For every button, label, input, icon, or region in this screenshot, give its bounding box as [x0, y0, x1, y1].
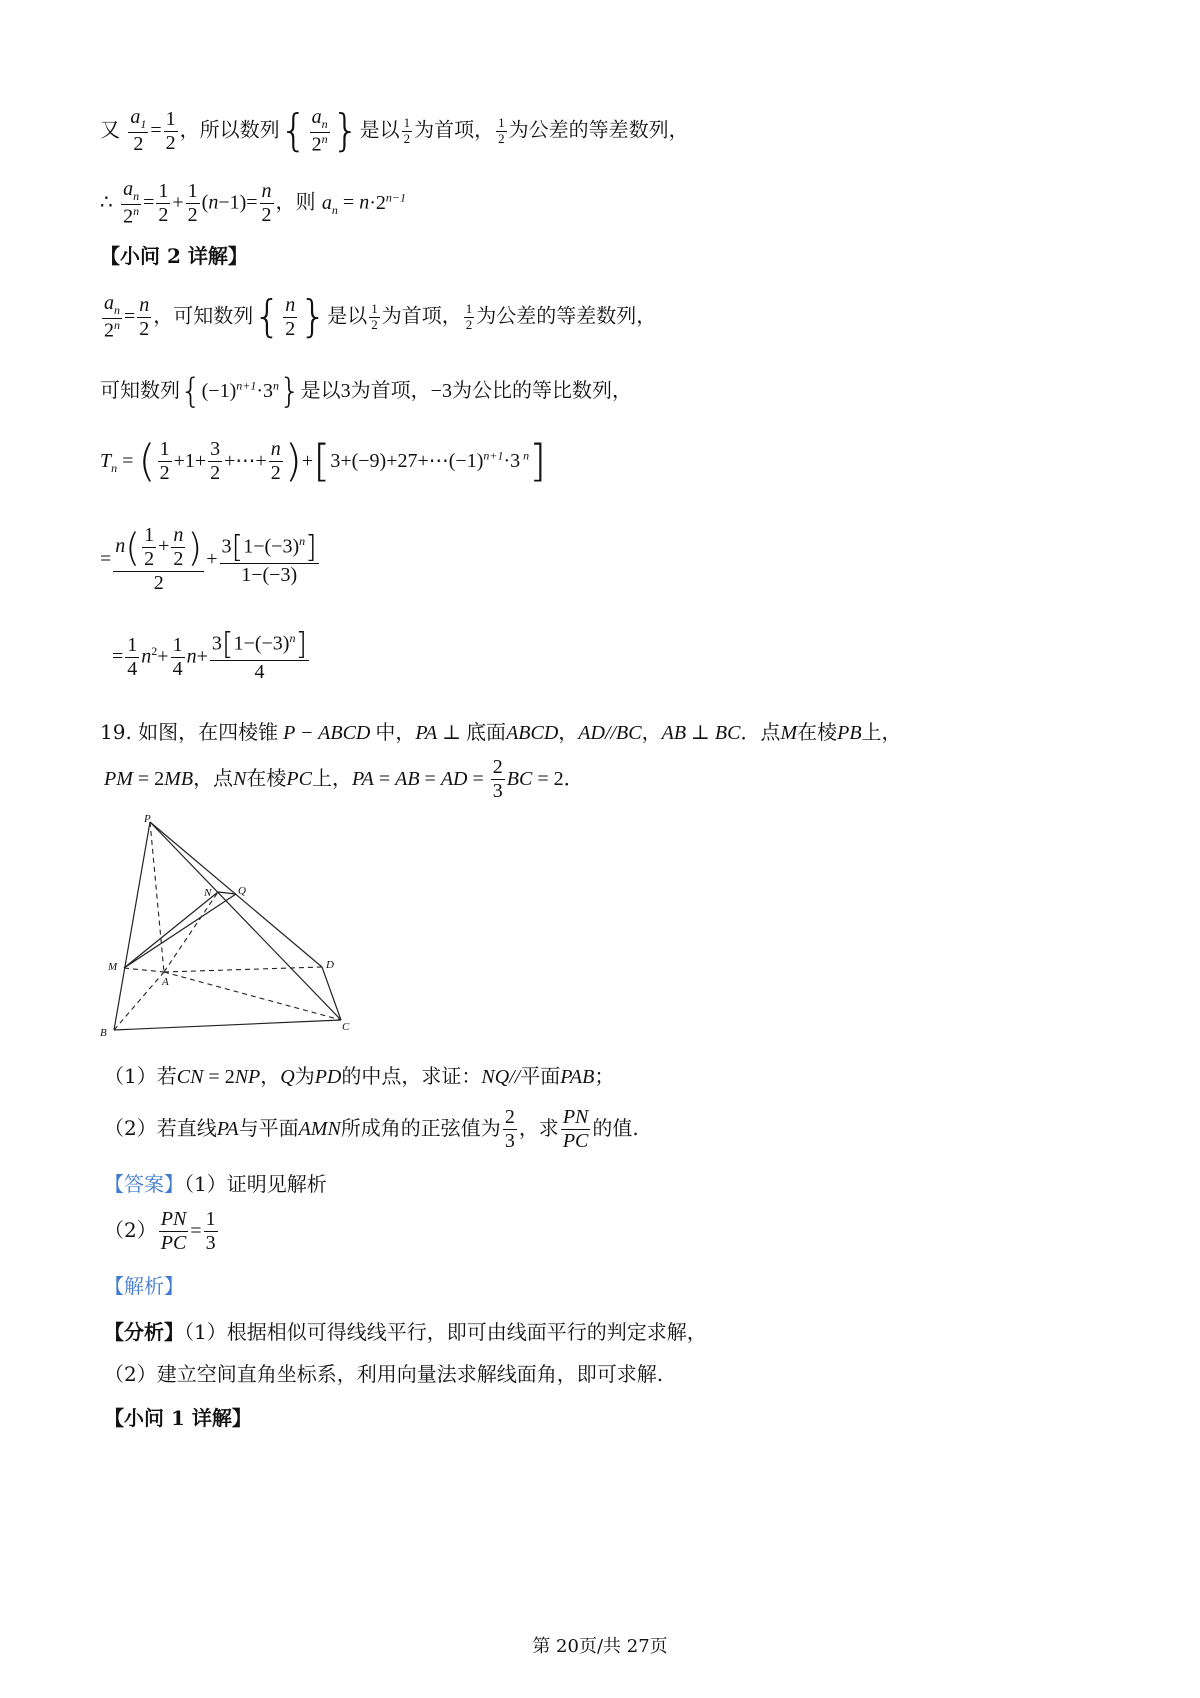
line-3: $\frac{a_n}{2^n}$ = $\frac{n}{2}$ ，可知数列{ $\frac{n}{2}$ }是以 $\frac{1}{2}$ 为首项， $\frac{1}{2}$ 为公差的等差数列，	[104, 291, 657, 343]
text: （1）证明见解析	[184, 1172, 327, 1196]
question-number: 19. 如图，在四棱锥	[100, 720, 279, 744]
text: ，点	[193, 766, 234, 790]
text: 为首项，	[350, 378, 431, 402]
frac: $\frac{2}{3}$	[504, 1106, 515, 1152]
edge-PB	[114, 822, 150, 1030]
text: 的中点，求证：	[341, 1064, 482, 1088]
pyramid-diagram	[96, 810, 376, 1050]
question-19-line2: PM = 2MB，点N在棱PC上，PA = AB = AD = $\frac{2}{3}$ BC = 2．	[104, 756, 584, 802]
frac-an-2n: $\frac{a_n}{2^n}$	[311, 106, 328, 156]
text: ，则	[275, 189, 316, 214]
text: ．	[563, 766, 584, 790]
text: 底面	[466, 720, 507, 744]
edge-BC	[114, 1020, 341, 1030]
label-A: A	[162, 976, 169, 988]
edge-AC	[164, 972, 341, 1020]
edge-PC	[150, 822, 341, 1020]
text: 与平面	[238, 1116, 299, 1140]
label-B: B	[100, 1027, 107, 1039]
text: 上，	[311, 766, 352, 790]
label-N: N	[204, 887, 212, 899]
edge-DC	[322, 967, 341, 1020]
text: ，	[641, 720, 662, 744]
line-Tn: $T_n$ = ( $\frac{1}{2}$ +1+ $\frac{3}{2}$ +⋯+ $\frac{n}{2}$ )$+[3+(-9)+27+\cdots(-1)^{n+1}\cdot 3$ $^n$]	[100, 435, 547, 487]
frac-small: $\frac{1}{2}$	[498, 114, 505, 146]
frac-small: $\frac{1}{2}$	[465, 300, 473, 332]
frac: $\frac{3[1-(-3)^n]}{1-(-3)}$	[221, 529, 317, 586]
text: ，	[558, 720, 579, 744]
edge-AD	[164, 967, 322, 972]
edge-AB	[114, 972, 164, 1030]
edge-MN	[124, 892, 218, 968]
line-4: 可知数列$\{(-1)^{n+1}\cdot 3^n\}$是以3为首项，−3为公比的等比数列，	[100, 371, 632, 412]
text: 的值.	[592, 1116, 639, 1140]
text: （1）若	[104, 1064, 177, 1088]
text: ，所以数列	[179, 117, 280, 142]
edge-MQ	[124, 894, 236, 968]
text: 又	[100, 117, 120, 142]
number: −3	[430, 380, 452, 402]
text: ；	[594, 1064, 615, 1088]
heading-sub1: 【小问 1 详解】	[104, 1406, 252, 1430]
label-M: M	[108, 961, 118, 973]
line-sum1: = n( $\frac{1}{2}$ + $\frac{n}{2}$ ) 2 + $\frac{3[1-(-3)^n]}{1-(-3)}$	[100, 524, 317, 594]
frac: $\frac{n}{2}$	[285, 293, 296, 340]
text: 可知数列	[100, 378, 180, 402]
frac: $\frac{1}{4}$	[127, 633, 138, 680]
label-D: D	[326, 959, 334, 971]
edge-AN	[164, 892, 218, 972]
frac: $\frac{3[1-(-3)^n]}{4}$	[211, 627, 308, 683]
text: 为公差的等差数列，	[508, 117, 689, 142]
text: 中，	[375, 720, 416, 744]
frac: $\frac{PN}{PC}$	[562, 1106, 589, 1152]
question-19-line1: 19. 如图，在四棱锥 P − ABCD 中，PA ⊥ 底面ABCD，AD//BC，AB ⊥ BC．点M在棱PB上，	[100, 720, 902, 744]
line-2: ∴ $\frac{a_n}{2^n}$ = $\frac{1}{2}$ + $\frac{1}{2}$ (n−1)= $\frac{n}{2}$ ，则 $a_n = n\cdot 2^{n-1}$	[100, 178, 406, 228]
text: 在棱	[246, 766, 287, 790]
frac: $\frac{1}{3}$	[205, 1208, 216, 1254]
text: 在棱	[797, 720, 838, 744]
frac: $\frac{n}{2}$	[261, 179, 272, 226]
frac: $\frac{1}{4}$	[172, 633, 183, 680]
number: 3	[340, 380, 351, 402]
frac: $\frac{PN}{PC}$	[160, 1208, 187, 1254]
page-footer: 第 20页/共 27页	[532, 1636, 668, 1657]
text: 是以	[327, 303, 368, 328]
text: 为	[294, 1064, 315, 1088]
frac-small: $\frac{1}{2}$	[403, 114, 411, 146]
heading-sub2: 【小问 2 详解】	[100, 244, 248, 268]
label-Q: Q	[238, 885, 246, 897]
frac-a1-2: $\frac{a_1}{2}$	[130, 106, 147, 156]
label-P: P	[144, 813, 151, 825]
sub-question-2: （2）若直线PA与平面AMN所成角的正弦值为 $\frac{2}{3}$ ，求 $\frac{PN}{PC}$ 的值.	[104, 1106, 639, 1152]
frac-1-2: $\frac{1}{2}$	[165, 107, 176, 154]
text: 是以	[359, 117, 400, 142]
answer-tag: 【答案】	[104, 1172, 184, 1196]
text: （1）根据相似可得线线平行，即可由线面平行的判定求解，	[184, 1320, 707, 1344]
text: （2）	[104, 1218, 157, 1242]
edge-MA	[124, 968, 164, 972]
text: 为公比的等比数列，	[451, 378, 632, 402]
text: 所成角的正弦值为	[340, 1116, 501, 1140]
fenxi-line-1	[104, 1316, 707, 1345]
frac-an-2n: $\frac{a_n}{2^n}$	[123, 178, 140, 228]
text: ，可知数列	[153, 303, 254, 328]
analysis-tag: 【解析】	[104, 1274, 184, 1298]
frac-an-2n: $\frac{a_n}{2^n}$	[104, 292, 120, 342]
frac: $\frac{2}{3}$	[492, 756, 503, 802]
text: 上，	[861, 720, 902, 744]
therefore-symbol: ∴	[100, 189, 113, 214]
fenxi-tag: 【分析】	[104, 1320, 184, 1344]
line-1: 又 $\frac{a_1}{2}$ = $\frac{1}{2}$ ，所以数列{ $\frac{a_n}{2^n}$ }是以 $\frac{1}{2}$ 为首项， $\frac{1}{2}$ 为公差的等差数列，	[100, 105, 689, 157]
frac-small: $\frac{1}{2}$	[371, 300, 378, 332]
fenxi-line-2: （2）建立空间直角坐标系，利用向量法求解线面角，即可求解.	[104, 1362, 664, 1386]
frac: $\frac{1}{2}$	[159, 438, 170, 484]
sub-question-1: （1）若CN = 2NP，Q为PD的中点，求证：NQ//平面PAB；	[104, 1064, 615, 1088]
answer-line-1	[104, 1168, 327, 1197]
text: 平面	[520, 1064, 561, 1088]
text: 是以	[300, 378, 341, 402]
frac: $\frac{1}{2}$	[158, 179, 169, 226]
text: 为公差的等差数列，	[476, 303, 657, 328]
text: ，求	[518, 1116, 559, 1140]
frac: $\frac{1}{2}$	[187, 179, 198, 226]
line-sum2: = $\frac{1}{4}$ $n^2+$ $\frac{1}{4}$ n+ $\frac{3[1-(-3)^n]}{4}$	[112, 627, 308, 683]
text: 为首项，	[414, 117, 495, 142]
frac: $\frac{n}{2}$	[139, 293, 150, 340]
label-C: C	[342, 1021, 350, 1033]
text: ，	[260, 1064, 281, 1088]
text: ．点	[740, 720, 781, 744]
frac: $\frac{n}{2}$	[270, 438, 281, 484]
frac: $\frac{3}{2}$	[210, 438, 221, 484]
text: （2）若直线	[104, 1116, 217, 1140]
text: 为首项，	[381, 303, 462, 328]
answer-line-2: （2） $\frac{PN}{PC}$ = $\frac{1}{3}$	[104, 1208, 216, 1254]
frac: n( $\frac{1}{2}$ + $\frac{n}{2}$ ) 2	[115, 524, 203, 594]
